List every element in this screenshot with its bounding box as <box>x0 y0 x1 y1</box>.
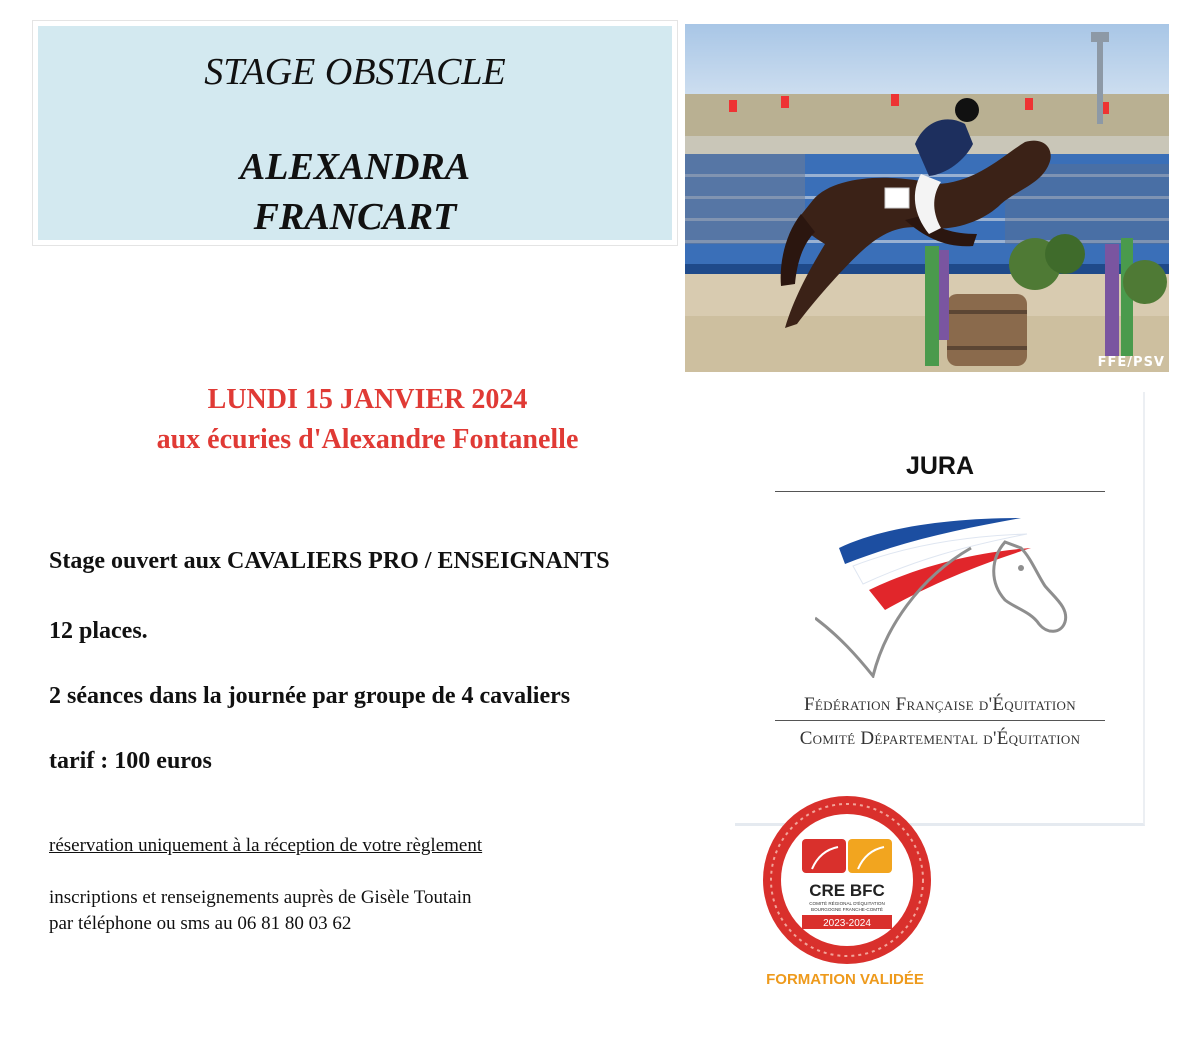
region-label: JURA <box>905 452 975 480</box>
badge-subtitle-2: BOURGOGNE FRANCHE-COMTÉ <box>811 907 883 912</box>
show-jumping-photo <box>685 24 1169 372</box>
divider-top <box>775 491 1105 492</box>
photo-credit: FFE/PSV <box>1097 355 1165 370</box>
badge-years: 2023-2024 <box>823 918 871 929</box>
title-panel <box>38 26 672 240</box>
badge-subtitle-1: COMITÉ RÉGIONAL D'ÉQUITATION <box>809 901 885 906</box>
event-date: LUNDI 15 JANVIER 2024 <box>207 384 528 415</box>
title-box <box>32 20 678 246</box>
audience-text: Stage ouvert aux CAVALIERS PRO / ENSEIGNANTS <box>49 548 610 574</box>
places-text: 12 places. <box>49 618 148 644</box>
badge-label: FORMATION VALIDÉE <box>766 971 924 988</box>
ffe-horse-emblem <box>815 508 1085 678</box>
ffe-logo <box>735 392 1145 826</box>
contact-line-1: inscriptions et renseignements auprès de Gisèle Toutain <box>49 887 472 908</box>
sessions-text: 2 séances dans la journée par groupe de 4 cavaliers <box>49 683 571 709</box>
price-text: tarif : 100 euros <box>49 748 212 774</box>
federation-name: Fédération Française d'Équitation <box>804 694 1076 715</box>
badge-seal <box>762 795 932 965</box>
event-venue: aux écuries d'Alexandre Fontanelle <box>156 424 579 455</box>
badge-name: CRE BFC <box>809 881 885 900</box>
committee-name: Comité Départemental d'Équitation <box>799 728 1081 749</box>
reservation-note: réservation uniquement à la réception de votre règlement <box>49 835 483 856</box>
instructor-first-name: ALEXANDRA <box>239 146 471 188</box>
instructor-name <box>38 142 672 242</box>
photo-illustration <box>685 24 1169 372</box>
divider-bottom <box>775 720 1105 721</box>
stage-title: STAGE OBSTACLE <box>204 51 506 93</box>
instructor-last-name: FRANCART <box>253 196 457 238</box>
contact-line-2: par téléphone ou sms au 06 81 80 03 62 <box>49 913 352 934</box>
cre-bfc-badge <box>762 795 932 965</box>
